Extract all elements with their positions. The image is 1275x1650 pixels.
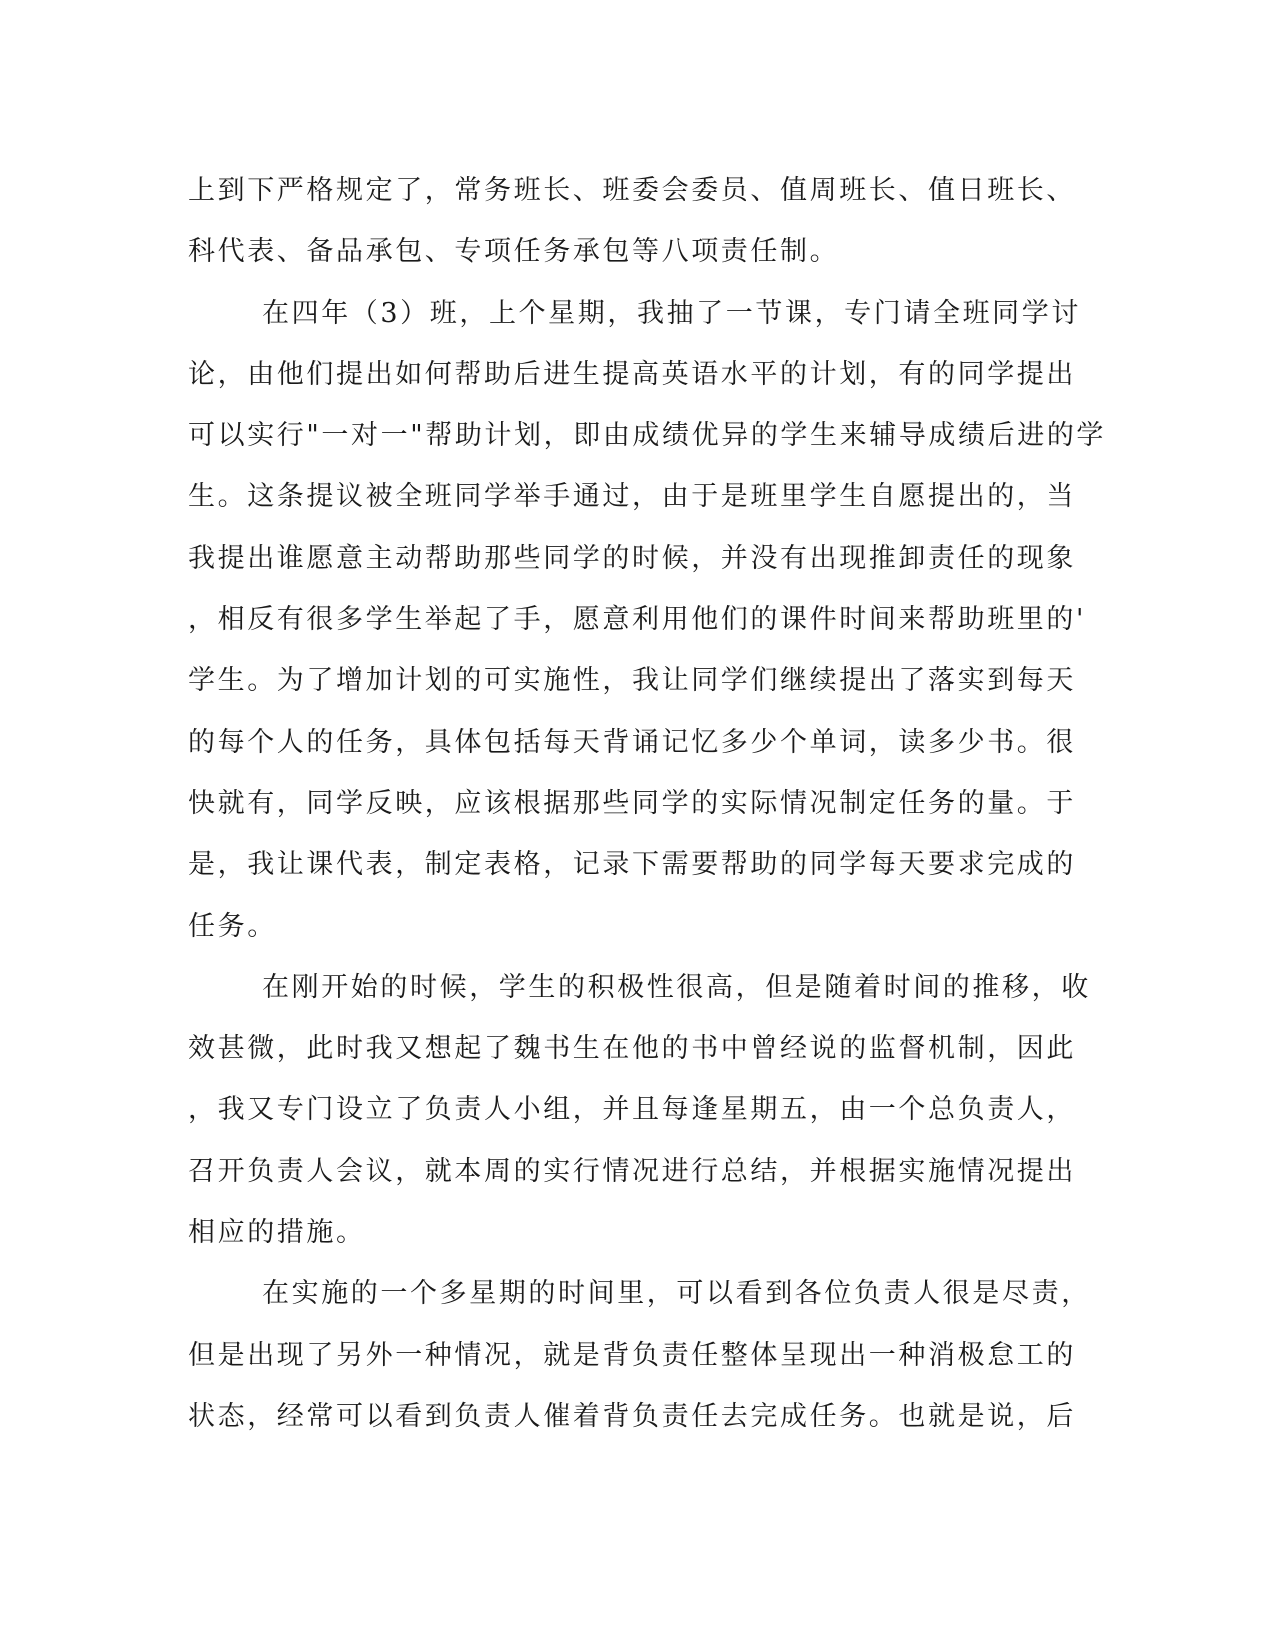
text-line: 学生。为了增加计划的可实施性，我让同学们继续提出了落实到每天 (188, 665, 1076, 697)
text-line: ，相反有很多学生举起了手，愿意利用他们的课件时间来帮助班里的' (188, 604, 1087, 636)
document-body (188, 160, 1107, 1447)
text-line: ，我又专门设立了负责人小组，并且每逢星期五，由一个总负责人， (188, 1094, 1076, 1126)
text-line: 科代表、备品承包、专项任务承包等八项责任制。 (188, 236, 840, 268)
text-line: 状态，经常可以看到负责人催着背负责任去完成任务。也就是说，后 (188, 1400, 1076, 1432)
text-line: 我提出谁愿意主动帮助那些同学的时候，并没有出现推卸责任的现象 (188, 542, 1076, 574)
text-line: 但是出现了另外一种情况，就是背负责任整体呈现出一种消极怠工的 (188, 1339, 1076, 1371)
text-line: 论，由他们提出如何帮助后进生提高英语水平的计划，有的同学提出 (188, 358, 1076, 390)
text-line: 在刚开始的时候，学生的积极性很高，但是随着时间的推移，收 (262, 971, 1091, 1003)
text-line: 在实施的一个多星期的时间里，可以看到各位负责人很是尽责， (262, 1278, 1091, 1310)
text-line: 召开负责人会议，就本周的实行情况进行总结，并根据实施情况提出 (188, 1155, 1076, 1187)
text-line: 上到下严格规定了，常务班长、班委会委员、值周班长、值日班长、 (188, 175, 1076, 206)
text-line: 可以实行"一对一"帮助计划，即由成绩优异的学生来辅导成绩后进的学 (188, 420, 1107, 452)
text-line: 生。这条提议被全班同学举手通过，由于是班里学生自愿提出的，当 (188, 481, 1076, 513)
text-line: 是，我让课代表，制定表格，记录下需要帮助的同学每天要求完成的 (188, 849, 1076, 881)
text-line: 效甚微，此时我又想起了魏书生在他的书中曾经说的监督机制，因此 (188, 1033, 1076, 1065)
text-line: 任务。 (188, 910, 277, 942)
text-line: 快就有，同学反映，应该根据那些同学的实际情况制定任务的量。于 (188, 787, 1076, 819)
text-line: 相应的措施。 (188, 1217, 366, 1249)
text-line: 的每个人的任务，具体包括每天背诵记忆多少个单词，读多少书。很 (188, 726, 1076, 758)
text-line: 在四年（3）班，上个星期，我抽了一节课，专门请全班同学讨 (262, 297, 1081, 329)
